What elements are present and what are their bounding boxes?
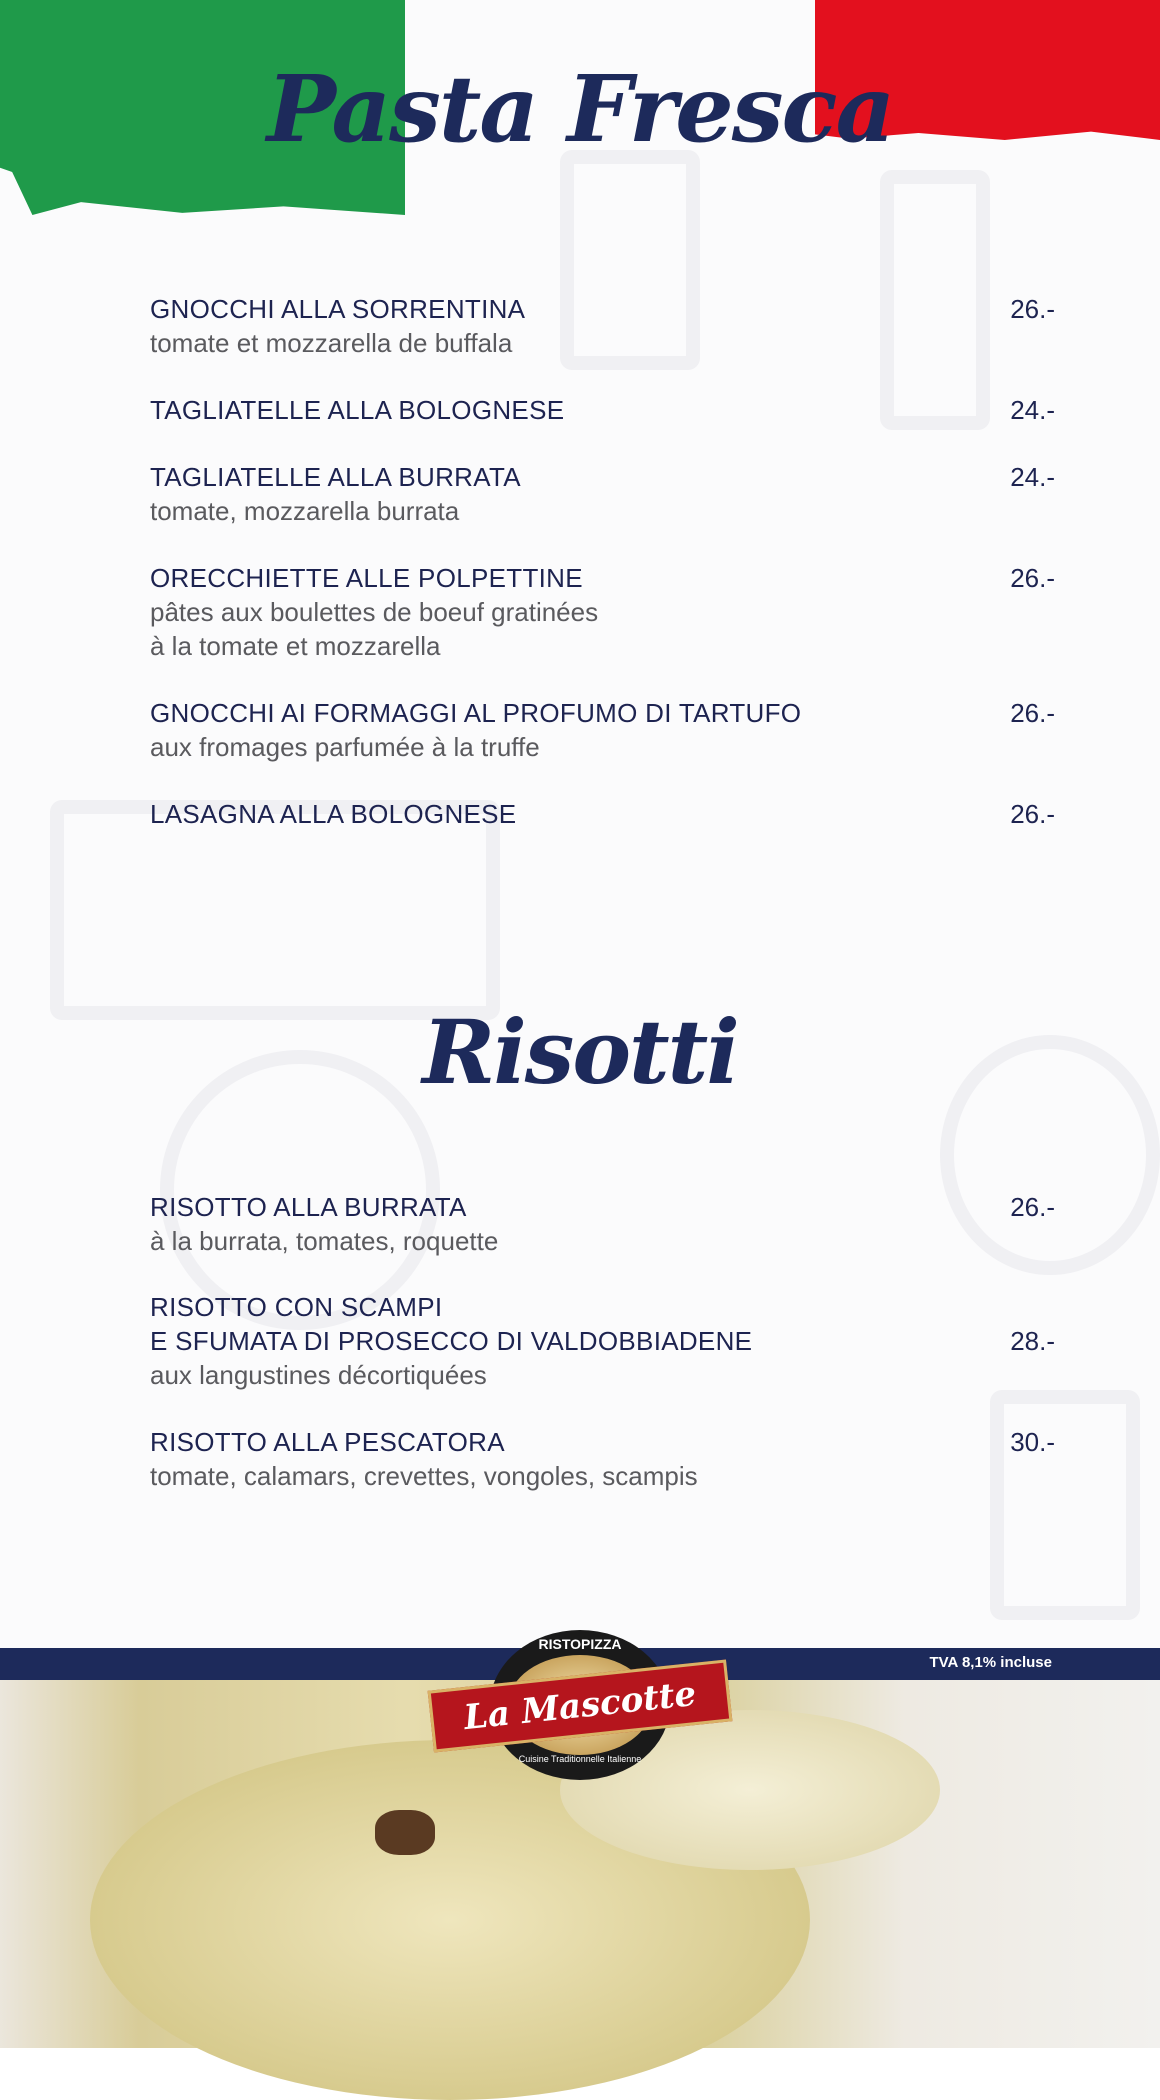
item-price: 26.- [1010,563,1055,593]
menu-item [150,460,1055,528]
item-name: TAGLIATELLE ALLA BOLOGNESE [150,395,565,425]
menu-item [150,1190,1055,1258]
section-title-pasta: Pasta Fresca [266,55,894,163]
item-name: ORECCHIETTE ALLE POLPETTINE [150,563,583,593]
tva-note: TVA 8,1% incluse [929,1654,1052,1671]
menu-item [150,696,1055,764]
item-desc: tomate et mozzarella de buffala [150,328,513,358]
item-price: 26.- [1010,1192,1055,1222]
item-name: RISOTTO CON SCAMPI [150,1292,443,1322]
item-name: GNOCCHI AI FORMAGGI AL PROFUMO DI TARTUFO [150,698,802,728]
item-name: RISOTTO ALLA PESCATORA [150,1427,505,1457]
item-price: 26.- [1010,294,1055,324]
logo-top-text: RISTOPIZZA [538,1636,622,1652]
logo-ribbon: La Mascotte [428,1659,733,1752]
item-price: 30.- [1010,1427,1055,1457]
menu-item [150,393,1055,427]
item-name-line2: E SFUMATA DI PROSECCO DI VALDOBBIADENE [150,1326,753,1356]
menu-item [150,1290,1055,1392]
item-desc: tomate, mozzarella burrata [150,496,460,526]
item-price: 24.- [1010,395,1055,425]
restaurant-logo [410,1630,750,1780]
menu-item [150,292,1055,360]
item-desc: aux langustines décortiquées [150,1360,487,1390]
item-desc: aux fromages parfumée à la truffe [150,732,540,762]
item-desc: à la tomate et mozzarella [150,631,441,661]
section-title-risotti: Risotti [422,1000,738,1104]
item-name: LASAGNA ALLA BOLOGNESE [150,799,517,829]
item-name: RISOTTO ALLA BURRATA [150,1192,467,1222]
item-desc: tomate, calamars, crevettes, vongoles, scampis [150,1461,698,1491]
logo-tagline: Cuisine Traditionnelle Italienne [518,1754,642,1764]
menu-item [150,561,1055,663]
item-price: 28.- [1010,1326,1055,1356]
item-name: TAGLIATELLE ALLA BURRATA [150,462,521,492]
mushroom [375,1810,435,1855]
item-price: 24.- [1010,462,1055,492]
item-desc: à la burrata, tomates, roquette [150,1226,499,1256]
item-desc: pâtes aux boulettes de boeuf gratinées [150,597,599,627]
menu-item [150,1425,1055,1493]
watermark-colosseum [50,800,500,1020]
item-name: GNOCCHI ALLA SORRENTINA [150,294,526,324]
item-price: 26.- [1010,799,1055,829]
item-price: 26.- [1010,698,1055,728]
menu-item [150,797,1055,831]
